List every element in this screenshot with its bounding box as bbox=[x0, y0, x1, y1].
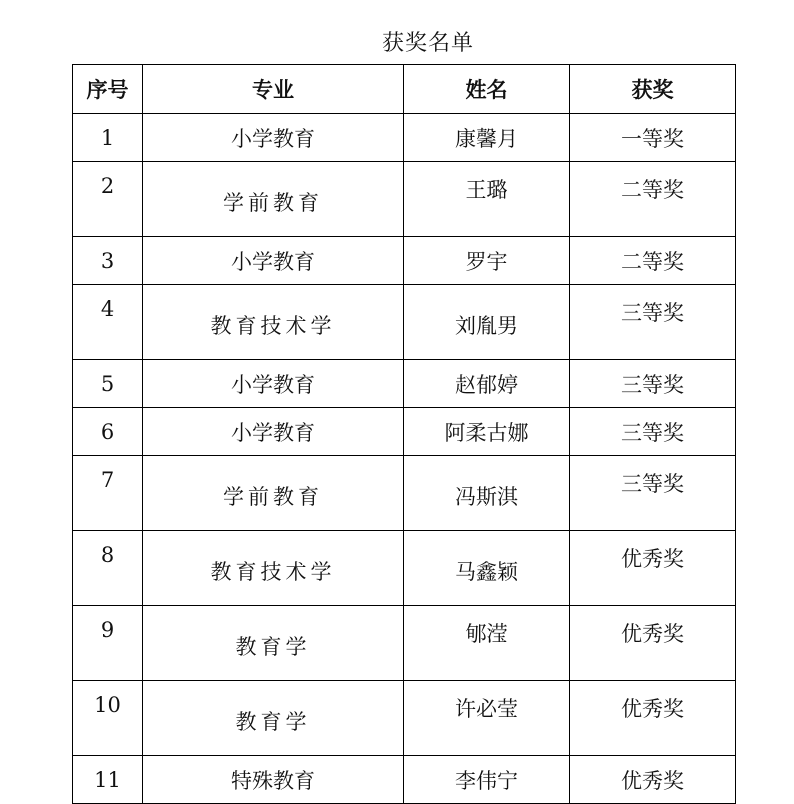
cell-prize: 一等奖 bbox=[570, 114, 736, 162]
header-name: 姓名 bbox=[404, 65, 570, 114]
cell-major: 小学教育 bbox=[143, 408, 404, 456]
cell-prize: 二等奖 bbox=[570, 162, 736, 237]
table-row bbox=[73, 681, 736, 756]
award-list-table bbox=[72, 64, 736, 804]
cell-index: 1 bbox=[73, 114, 143, 162]
cell-index: 8 bbox=[73, 531, 143, 606]
cell-major: 学前教育 bbox=[143, 456, 404, 531]
table-row bbox=[73, 360, 736, 408]
cell-name: 许必莹 bbox=[404, 681, 570, 756]
header-major: 专业 bbox=[143, 65, 404, 114]
cell-index: 7 bbox=[73, 456, 143, 531]
cell-prize: 三等奖 bbox=[570, 360, 736, 408]
cell-major: 特殊教育 bbox=[143, 756, 404, 804]
cell-name: 阿柔古娜 bbox=[404, 408, 570, 456]
cell-prize: 三等奖 bbox=[570, 456, 736, 531]
cell-major: 小学教育 bbox=[143, 114, 404, 162]
cell-prize: 三等奖 bbox=[570, 408, 736, 456]
cell-prize: 优秀奖 bbox=[570, 681, 736, 756]
cell-name: 冯斯淇 bbox=[404, 456, 570, 531]
cell-index: 9 bbox=[73, 606, 143, 681]
table-row bbox=[73, 114, 736, 162]
cell-name: 郇滢 bbox=[404, 606, 570, 681]
table-row bbox=[73, 237, 736, 285]
table-row bbox=[73, 162, 736, 237]
cell-name: 赵郁婷 bbox=[404, 360, 570, 408]
cell-major: 教育技术学 bbox=[143, 285, 404, 360]
cell-major: 学前教育 bbox=[143, 162, 404, 237]
table-row bbox=[73, 456, 736, 531]
cell-major: 教育技术学 bbox=[143, 531, 404, 606]
table-row bbox=[73, 756, 736, 804]
cell-major: 小学教育 bbox=[143, 237, 404, 285]
cell-name: 康馨月 bbox=[404, 114, 570, 162]
cell-index: 4 bbox=[73, 285, 143, 360]
cell-prize: 三等奖 bbox=[570, 285, 736, 360]
cell-name: 马鑫颖 bbox=[404, 531, 570, 606]
table-row bbox=[73, 408, 736, 456]
cell-index: 10 bbox=[73, 681, 143, 756]
cell-name: 王璐 bbox=[404, 162, 570, 237]
table-header-row bbox=[73, 65, 736, 114]
document-title: 获奖名单 bbox=[381, 31, 474, 56]
cell-index: 3 bbox=[73, 237, 143, 285]
cell-index: 6 bbox=[73, 408, 143, 456]
cell-prize: 优秀奖 bbox=[570, 606, 736, 681]
cell-name: 罗宇 bbox=[404, 237, 570, 285]
table-row bbox=[73, 606, 736, 681]
cell-index: 5 bbox=[73, 360, 143, 408]
cell-index: 11 bbox=[73, 756, 143, 804]
cell-index: 2 bbox=[73, 162, 143, 237]
header-prize: 获奖 bbox=[570, 65, 736, 114]
cell-major: 小学教育 bbox=[143, 360, 404, 408]
cell-major: 教育学 bbox=[143, 681, 404, 756]
table-row bbox=[73, 285, 736, 360]
cell-prize: 二等奖 bbox=[570, 237, 736, 285]
cell-name: 李伟宁 bbox=[404, 756, 570, 804]
cell-prize: 优秀奖 bbox=[570, 531, 736, 606]
table-row bbox=[73, 531, 736, 606]
cell-name: 刘胤男 bbox=[404, 285, 570, 360]
cell-major: 教育学 bbox=[143, 606, 404, 681]
cell-prize: 优秀奖 bbox=[570, 756, 736, 804]
header-index: 序号 bbox=[73, 65, 143, 114]
